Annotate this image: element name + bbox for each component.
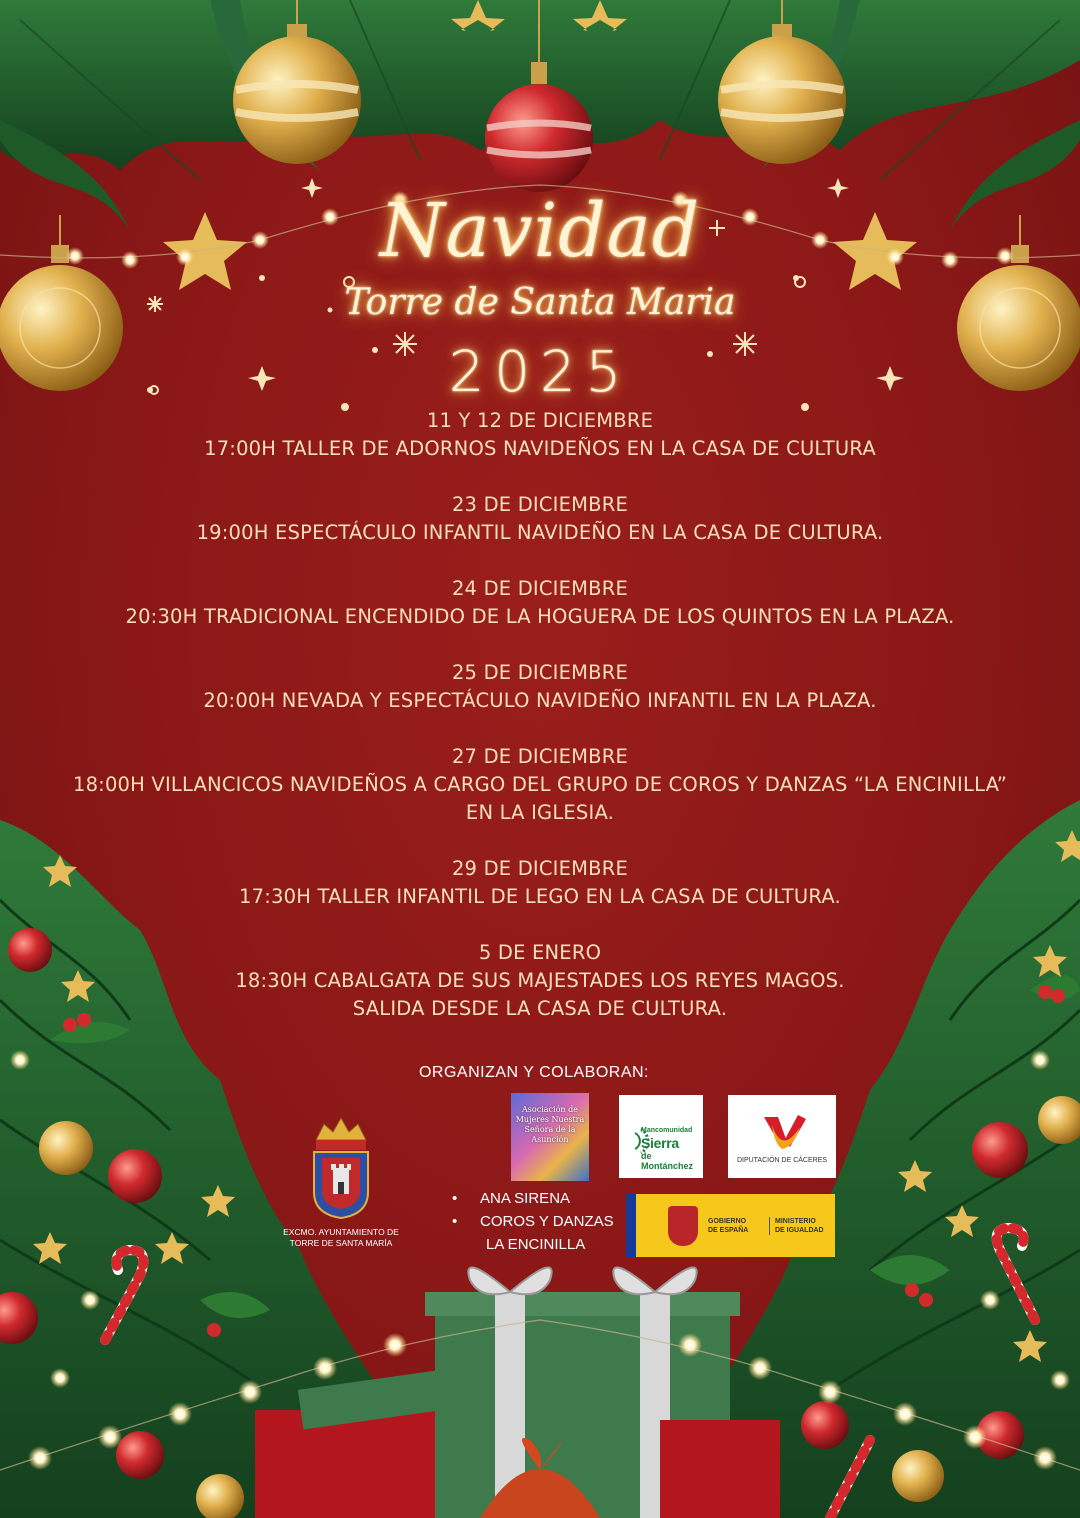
ministerio-line-2: DE IGUALDAD <box>775 1227 824 1234</box>
collaborator-item-cont: LA ENCINILLA <box>486 1236 586 1253</box>
organizers-heading: ORGANIZAN Y COLABORAN: <box>418 1064 649 1081</box>
event-date: 25 DE DICIEMBRE <box>451 661 629 684</box>
diputacion-emblem-icon <box>728 1095 836 1178</box>
ayuntamiento-line-2: TORRE DE SANTA MARÍA <box>289 1238 393 1248</box>
event-item <box>60 407 1020 463</box>
ministerio-line-1: MINISTERIO <box>775 1218 816 1225</box>
event-description: 17:00H TALLER DE ADORNOS NAVIDEÑOS EN LA CASA DE CULTURA <box>204 437 876 460</box>
event-description-cont: SALIDA DESDE LA CASA DE CULTURA. <box>352 997 728 1020</box>
mancomunidad-line-2: Sierra <box>641 1135 679 1151</box>
event-item <box>60 659 1020 715</box>
ministerio-text <box>769 1217 824 1235</box>
coat-of-arms-icon <box>314 1118 368 1218</box>
poster-year: 2025 <box>448 340 632 405</box>
event-date: 5 DE ENERO <box>478 941 602 964</box>
collaborator-item: • ANA SIRENA <box>450 1187 614 1210</box>
collaborator-item: • COROS Y DANZAS <box>450 1210 614 1233</box>
event-date: 27 DE DICIEMBRE <box>451 745 629 768</box>
event-description: 18:00H VILLANCICOS NAVIDEÑOS A CARGO DEL GRUPO DE COROS Y DANZAS “LA ENCINILLA” <box>72 773 1008 796</box>
event-description: 17:30H TALLER INFANTIL DE LEGO EN LA CASA DE CULTURA. <box>239 885 841 908</box>
ayuntamiento-line-1: EXCMO. AYUNTAMIENTO DE <box>283 1227 399 1237</box>
gobierno-line-1: GOBIERNO <box>708 1218 747 1225</box>
asociacion-logo-text: Asociación de Mujeres Nuestra Señora de la Asunción <box>515 1105 585 1144</box>
ayuntamiento-caption <box>266 1227 416 1249</box>
event-date: 11 Y 12 DE DICIEMBRE <box>426 409 654 432</box>
eu-flag-icon <box>626 1194 636 1257</box>
gift-box-icon <box>255 1268 780 1518</box>
event-description: 19:00H ESPECTÁCULO INFANTIL NAVIDEÑO EN LA CASA DE CULTURA. <box>196 521 884 544</box>
poster-subtitle: Torre de Santa Maria <box>344 282 736 323</box>
mancomunidad-logo <box>619 1095 703 1178</box>
asociacion-logo <box>511 1093 589 1181</box>
mancomunidad-line-3: de Montánchez <box>641 1151 694 1171</box>
gobierno-line-2: DE ESPAÑA <box>708 1227 749 1234</box>
event-item <box>60 743 1020 827</box>
event-item <box>60 575 1020 631</box>
event-description-cont: EN LA IGLESIA. <box>465 801 615 824</box>
diputacion-logo-text: DIPUTACIÓN DE CÁCERES <box>736 1157 828 1164</box>
poster-title: Navidad <box>379 188 701 274</box>
event-date: 23 DE DICIEMBRE <box>451 493 629 516</box>
event-item <box>60 491 1020 547</box>
event-date: 29 DE DICIEMBRE <box>451 857 629 880</box>
spain-shield-icon <box>668 1206 698 1246</box>
mancomunidad-line-1: Mancomunidad <box>641 1127 693 1134</box>
event-description: 18:30H CABALGATA DE SUS MAJESTADES LOS REYES MAGOS. <box>235 969 845 992</box>
event-item <box>60 855 1020 911</box>
event-description: 20:00H NEVADA Y ESPECTÁCULO NAVIDEÑO INFANTIL EN LA PLAZA. <box>203 689 877 712</box>
collaborators-list <box>450 1187 614 1256</box>
event-description: 20:30H TRADICIONAL ENCENDIDO DE LA HOGUERA DE LOS QUINTOS EN LA PLAZA. <box>125 605 955 628</box>
event-date: 24 DE DICIEMBRE <box>451 577 629 600</box>
gobierno-logo <box>626 1194 835 1257</box>
event-list <box>60 407 1020 1051</box>
diputacion-logo <box>728 1095 836 1178</box>
event-item <box>60 939 1020 1023</box>
gobierno-text <box>708 1217 748 1235</box>
